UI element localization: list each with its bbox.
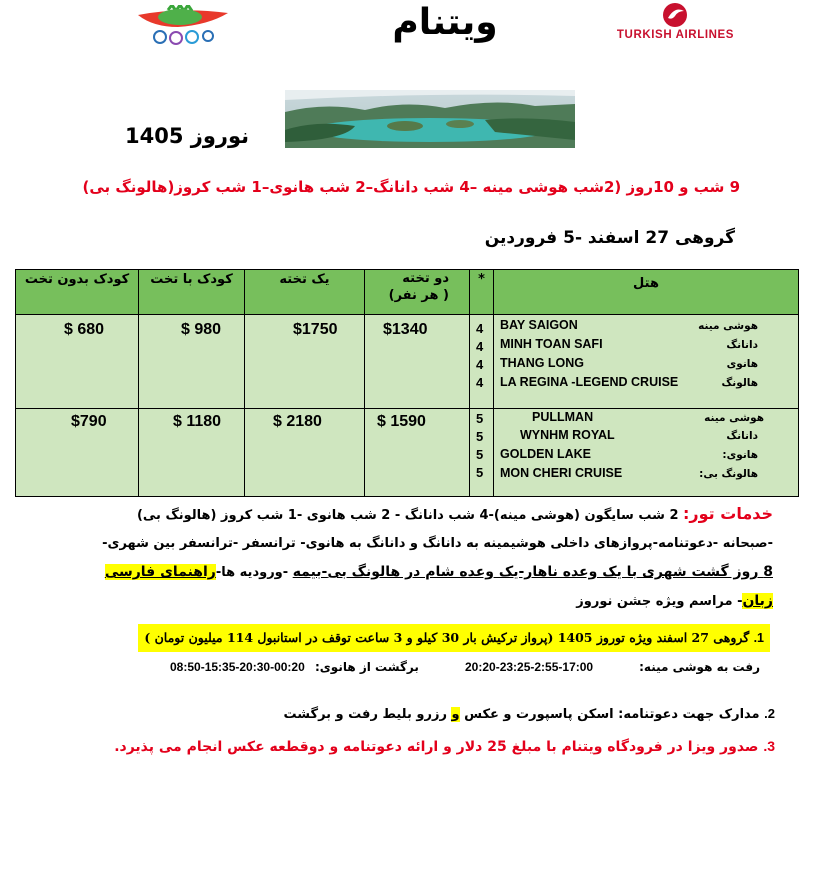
pkg1-child-nobed-price: $ 680 bbox=[64, 321, 105, 338]
list-item-2-number: 2. bbox=[764, 706, 775, 721]
list-item-2 bbox=[283, 706, 775, 722]
pkg1-hotel-2-name: MINH TOAN SAFI bbox=[500, 337, 603, 351]
price-table bbox=[15, 269, 799, 497]
list-item-3-text: صدور ویزا در فرودگاه ویتنام با مبلغ 25 دلار و ارائه دعوتنامه و دوقطعه عکس انجام می پذیرد. bbox=[114, 739, 759, 755]
pkg2-hotels bbox=[493, 408, 799, 497]
header-child-nobed-label: کودک بدون تخت bbox=[24, 272, 130, 287]
pkg2-child-nobed-price: $790 bbox=[71, 413, 107, 430]
pkg1-hotels bbox=[493, 314, 799, 409]
header-child-bed-label: کودک با تخت bbox=[150, 272, 233, 287]
header-double-label: دو تخته bbox=[402, 271, 449, 286]
return-times: 08:50-15:35-20:30-00:20 bbox=[170, 660, 305, 674]
header-child-bed bbox=[138, 269, 245, 315]
pkg2-hotel-4-city: هالونگ بی: bbox=[699, 468, 758, 480]
outbound-label: رفت به هوشی مینه: bbox=[639, 660, 760, 674]
services-text-2: -ورودیه ها- bbox=[215, 565, 293, 580]
nowruz-label: نوروز 1405 bbox=[125, 124, 250, 148]
pkg2-child-bed-price: $ 1180 bbox=[173, 413, 222, 430]
return-label: برگشت از هانوی: bbox=[315, 660, 419, 674]
header-single-label: یک تخته bbox=[279, 272, 330, 287]
pkg2-hotel-3-name: GOLDEN LAKE bbox=[500, 447, 591, 461]
pkg2-hotel-1-city: هوشی مینه bbox=[704, 412, 764, 424]
pkg2-star-1: 5 bbox=[476, 411, 484, 426]
page-title: ویتنام bbox=[392, 2, 498, 43]
pkg2-star-3: 5 bbox=[476, 447, 484, 462]
flight-times bbox=[170, 660, 760, 680]
pkg2-single-price: $ 2180 bbox=[273, 413, 322, 430]
list-item-3 bbox=[114, 738, 775, 755]
pkg1-hotel-3-city: هانوی bbox=[726, 358, 758, 370]
pkg1-hotel-4-name: LA REGINA -LEGEND CRUISE bbox=[500, 375, 679, 389]
pkg1-star-3: 4 bbox=[476, 357, 484, 372]
header-hotel-label: هتل bbox=[633, 276, 659, 291]
pkg1-hotel-2-city: دانانگ bbox=[726, 339, 758, 351]
header-single bbox=[244, 269, 365, 315]
group-dates: گروهی 27 اسفند -5 فروردین bbox=[484, 228, 735, 248]
list-item-1-number: 1. bbox=[753, 631, 764, 645]
turkish-airlines-logo bbox=[598, 2, 753, 44]
pkg2-star-4: 5 bbox=[476, 465, 484, 480]
outbound-times: 20:20-23:25-2:55-17:00 bbox=[465, 660, 594, 674]
services-label: خدمات تور: bbox=[683, 504, 773, 523]
services-text-1: 2 شب سایگون (هوشی مینه)-4 شب دانانگ - 2 شب هانوی -1 شب کروز (هالونگ بی) -صبحانه -دعوتنامه-پروازهای داخلی هوشیمینه به دانانگ و دانانگ به هانوی- ترانسفر -ترانسفر بین شهری- bbox=[102, 508, 773, 551]
pkg1-hotel-4-city: هالونگ bbox=[721, 377, 758, 389]
list-item-1 bbox=[120, 624, 770, 652]
pkg2-double-price: $ 1590 bbox=[377, 413, 426, 430]
halong-bay-photo bbox=[285, 90, 575, 148]
pkg2-hotel-2-name: WYNHM ROYAL bbox=[520, 428, 615, 442]
header-hotel bbox=[493, 269, 799, 315]
header-double-sublabel: ( هر نفر) bbox=[388, 288, 449, 303]
pkg2-double bbox=[364, 408, 470, 497]
pkg2-child-nobed bbox=[15, 408, 139, 497]
services-text-3: - مراسم ویژه جشن نوروز bbox=[576, 594, 743, 609]
pkg1-star-2: 4 bbox=[476, 339, 484, 354]
pkg2-hotel-4-name: MON CHERI CRUISE bbox=[500, 466, 623, 480]
nowruz-logo bbox=[118, 5, 243, 47]
pkg1-child-bed bbox=[138, 314, 245, 409]
pkg2-child-bed bbox=[138, 408, 245, 497]
header-star-label: * bbox=[478, 272, 485, 287]
services-persian-guide: راهنمای فارسی زبان bbox=[104, 564, 773, 609]
pkg2-hotel-1-name: PULLMAN bbox=[532, 410, 594, 424]
pkg1-double-price: $1340 bbox=[383, 321, 428, 338]
list-item-1-highlight bbox=[138, 624, 770, 652]
list-item-2-text-a: مدارک جهت دعوتنامه: اسکن پاسپورت و عکس bbox=[459, 707, 760, 722]
list-item-1-text: گروهی 27 اسفند ویژه توروز 1405 (پرواز ترکیش بار 30 کیلو و 3 ساعت توقف در استانبول 114 میلیون تومان ) bbox=[144, 630, 750, 645]
pkg2-star-2: 5 bbox=[476, 429, 484, 444]
pkg1-single bbox=[244, 314, 365, 409]
list-item-2-highlight: و bbox=[451, 707, 460, 722]
header-star bbox=[469, 269, 494, 315]
pkg1-hotel-3-name: THANG LONG bbox=[500, 356, 585, 370]
itinerary-line: 9 شب و 10روز (2شب هوشی مینه –4 شب دانانگ–2 شب هانوی–1 شب کروز(هالونگ بی) bbox=[82, 178, 740, 196]
pkg2-single bbox=[244, 408, 365, 497]
pkg2-hotel-3-city: هانوی: bbox=[722, 449, 758, 461]
pkg1-double bbox=[364, 314, 470, 409]
turkish-airlines-emblem-icon bbox=[598, 2, 753, 30]
services-city-tour: 8 روز گشت شهری با یک وعده ناهار-یک وعده شام در هالونگ بی bbox=[327, 564, 773, 580]
pkg1-child-bed-price: $ 980 bbox=[181, 321, 222, 338]
pkg1-single-price: $1750 bbox=[293, 321, 338, 338]
list-item-2-text-b: رزرو بلیط رفت و برگشت bbox=[283, 707, 452, 722]
pkg1-star-1: 4 bbox=[476, 321, 484, 336]
pkg2-stars bbox=[469, 408, 494, 497]
pkg1-child-nobed bbox=[15, 314, 139, 409]
tour-services bbox=[95, 500, 773, 616]
airline-name: TURKISH AIRLINES bbox=[616, 29, 735, 41]
pkg1-hotel-1-city: هوشی مینه bbox=[698, 320, 758, 332]
pkg2-hotel-2-city: دانانگ bbox=[726, 430, 758, 442]
services-insurance: -بیمه bbox=[292, 564, 328, 580]
pkg1-hotel-1-name: BAY SAIGON bbox=[500, 318, 578, 332]
pkg1-star-4: 4 bbox=[476, 375, 484, 390]
header-double bbox=[364, 269, 470, 315]
pkg1-stars bbox=[469, 314, 494, 409]
header-child-nobed bbox=[15, 269, 139, 315]
list-item-3-number: 3. bbox=[763, 738, 775, 754]
